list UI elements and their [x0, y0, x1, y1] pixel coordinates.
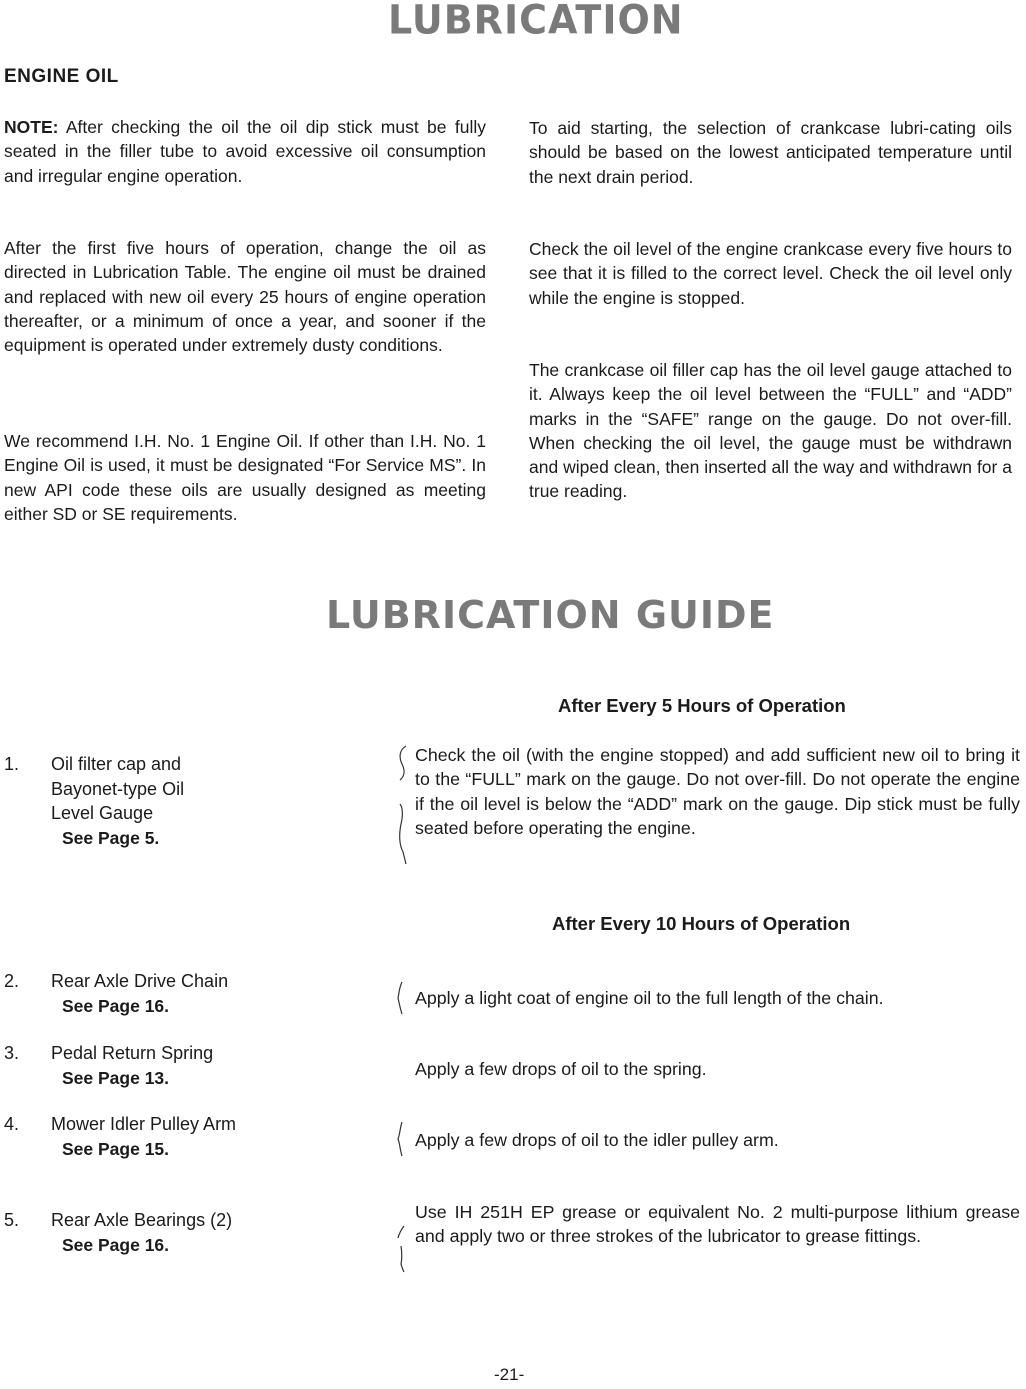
- item-title: Rear Axle Drive Chain: [51, 971, 229, 991]
- item-title: Oil filter cap and Bayonet-type Oil Level Gauge: [51, 754, 185, 823]
- item-title: Mower Idler Pulley Arm: [51, 1114, 237, 1134]
- page-title: LUBRICATION: [388, 0, 684, 44]
- brace-icon: [396, 744, 410, 866]
- item-page-reference: See Page 16.: [62, 995, 170, 1016]
- item-number: 4.: [4, 1114, 20, 1134]
- item-number: 2.: [4, 971, 20, 991]
- brace-icon: [396, 1222, 408, 1274]
- guide-item-3: [4, 1041, 304, 1093]
- note-text: After checking the oil the oil dip stick must be fully seated in the filler tube to avoid excessive oil consumption and irregular engine operation.: [4, 117, 486, 186]
- item-number: 5.: [4, 1210, 20, 1230]
- item-page-reference: See Page 16.: [62, 1234, 170, 1255]
- brace-icon: [396, 980, 406, 1016]
- note-paragraph: [4, 115, 486, 188]
- starting-paragraph: To aid starting, the selection of crankcase lubri-cating oils should be based on the lowest anticipated temperature until the next drain period.: [529, 118, 1012, 187]
- filler-cap-paragraph: The crankcase oil filler cap has the oil level gauge attached to it. Always keep the oil level between the “FULL” and “ADD” marks in the “SAFE” range on the gauge. Do not over-fill. When checking the oil level, the gauge must be withdrawn and wiped clean, then inserted all the way and withdrawn for a true reading.: [529, 360, 1012, 502]
- guide-item-5: [4, 1208, 304, 1260]
- page-number: -21-: [494, 1365, 525, 1384]
- instruction-2: Apply a light coat of engine oil to the full length of the chain.: [415, 988, 884, 1008]
- heading-every-10-hours: After Every 10 Hours of Operation: [552, 913, 851, 934]
- guide-item-4: [4, 1112, 304, 1164]
- guide-title: LUBRICATION GUIDE: [326, 593, 775, 637]
- item-title: Pedal Return Spring: [51, 1043, 214, 1063]
- item-number: 3.: [4, 1043, 20, 1063]
- oil-change-paragraph: After the first five hours of operation, change the oil as directed in Lubrication Table. The engine oil must be drained and replaced with new oil every 25 hours of engine operation thereafter, or a minimum of once a year, and sooner if the equipment is operated under extremely dusty conditions.: [4, 238, 486, 356]
- instruction-4: Apply a few drops of oil to the idler pulley arm.: [415, 1130, 779, 1150]
- instruction-1: Check the oil (with the engine stopped) and add sufficient new oil to bring it to the “FULL” mark on the gauge. Do not over-fill. Do not operate the engine if the oil level is below the “ADD” mark on the gauge. Dip stick must be fully seated before operating the engine.: [415, 745, 1020, 839]
- item-number: 1.: [4, 754, 20, 774]
- instruction-5: Use IH 251H EP grease or equivalent No. 2 multi-purpose lithium grease and apply two or three strokes of the lubricator to grease fittings.: [415, 1202, 1020, 1247]
- item-page-reference: See Page 15.: [62, 1138, 170, 1159]
- oil-recommendation-paragraph: We recommend I.H. No. 1 Engine Oil. If other than I.H. No. 1 Engine Oil is used, it must be designated “For Service MS”. In new API code these oils are usually designed as meeting either SD or SE requirements.: [4, 431, 486, 524]
- brace-icon: [396, 1120, 406, 1158]
- guide-item-1: [4, 752, 304, 852]
- note-label: NOTE:: [4, 117, 59, 137]
- item-title: Rear Axle Bearings (2): [51, 1210, 233, 1230]
- item-page-reference: See Page 5.: [62, 827, 160, 848]
- item-page-reference: See Page 13.: [62, 1067, 170, 1088]
- heading-every-5-hours: After Every 5 Hours of Operation: [558, 695, 846, 716]
- check-level-paragraph: Check the oil level of the engine crankcase every five hours to see that it is filled to the correct level. Check the oil level only while the engine is stopped.: [529, 239, 1012, 308]
- guide-item-2: [4, 969, 304, 1021]
- section-heading-engine-oil: ENGINE OIL: [4, 66, 119, 87]
- instruction-3: Apply a few drops of oil to the spring.: [415, 1059, 707, 1079]
